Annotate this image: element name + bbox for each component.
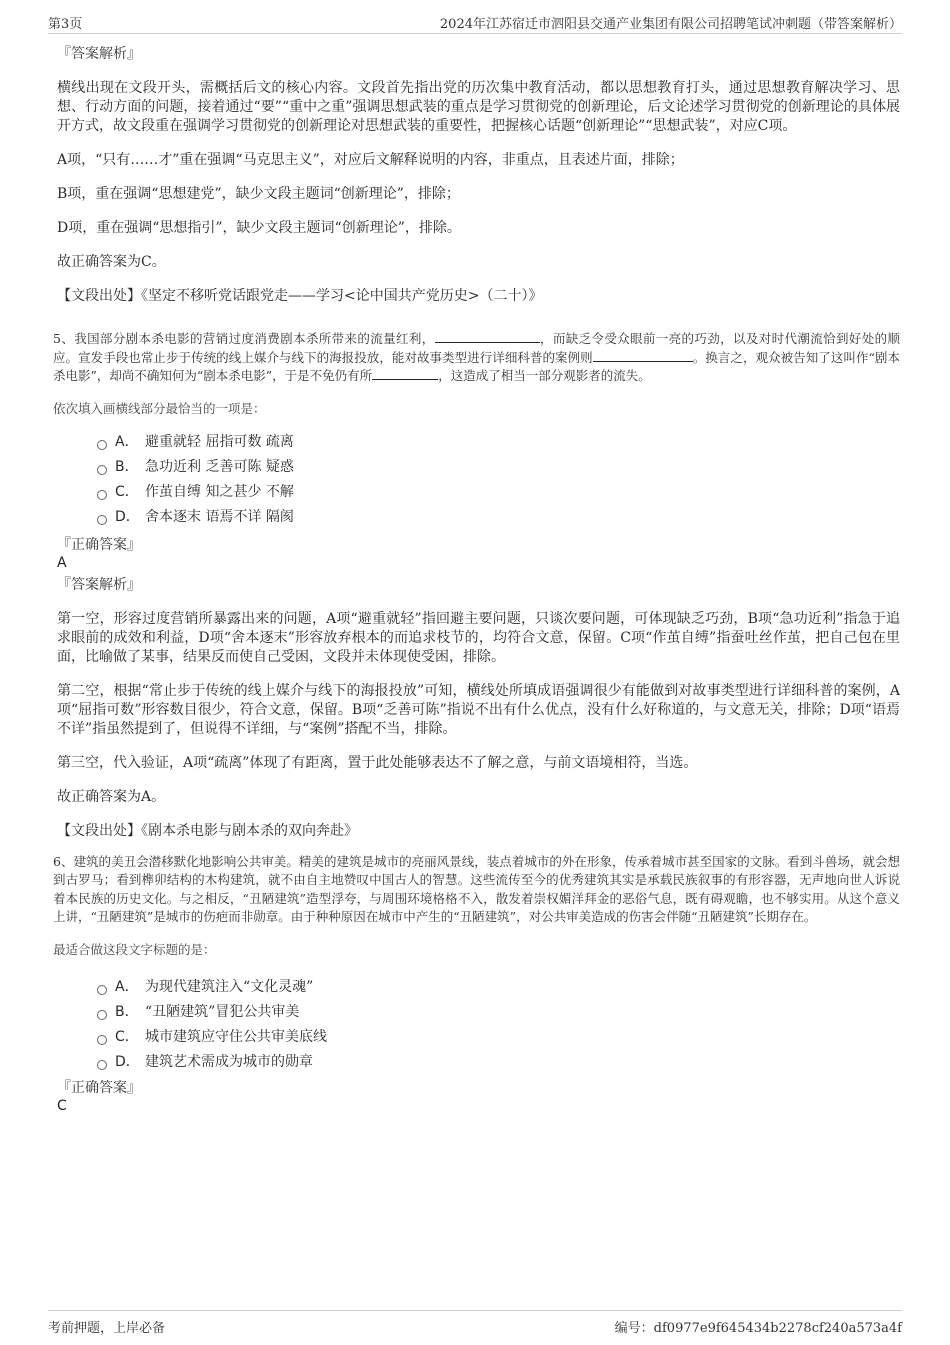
page-number: 第3页 <box>48 17 83 32</box>
correct-answer-label: 『正确答案』 <box>57 1079 141 1096</box>
page-footer <box>48 1310 902 1337</box>
analysis-label: 『答案解析』 <box>57 46 141 62</box>
page-header <box>48 13 902 34</box>
document-code: 编号：df0977e9f645434b2278cf240a573a4f <box>614 1321 902 1336</box>
q5-analysis-blank-3: 第三空，代入验证，A项“疏离”体现了有距离，置于此处能够表达不了解之意，与前文语境相符，当选。 <box>57 754 698 771</box>
q5-option-c[interactable]: C． 作茧自缚 知之甚少 不解 <box>97 482 900 507</box>
q5-stem: 5、我国部分剧本杀电影的营销过度消费剧本杀所带来的流量红利， ，而缺乏令受众眼前一亮的巧劲，以及对时代潮流恰到好处的顺应。宣发手段也常止步于传统的线上媒介与线下的海报投放，能对故事类型进行详细科普的案例则 。换言之，观众被告知了这叫作“剧本杀电影”，却尚不确知何为“剧本杀电影”，于是不免仍有所 ，这造成了相当一部分观影者的流失。 <box>53 331 900 383</box>
q4-analysis-option-b: B项，重在强调“思想建党”，缺少文段主题词“创新理论”，排除； <box>57 186 460 202</box>
q5-conclusion: 故正确答案为A。 <box>57 788 166 805</box>
radio-icon[interactable] <box>97 1010 107 1020</box>
q5-prompt: 依次填入画横线部分最恰当的一项是： <box>53 400 266 416</box>
q6-stem: 6、建筑的美丑会潜移默化地影响公共审美。精美的建筑是城市的亮丽风景线，装点着城市的外在形象，传承着城市甚至国家的文脉。看到斗兽场，就会想到古罗马；看到榫卯结构的木构建筑，就不由自主地赞叹中国古人的智慧。这些流传至今的优秀建筑其实是承载民族叙事的有形容器，无声地向世人诉说着本民族的历史文化。与之相反，“丑陋建筑”造型浮夸，与周围环境格格不入，散发着崇权媚洋拜金的恶俗气息，既有碍观瞻，也不够实用。从这个意义上讲，“丑陋建筑”是城市的伤疤而非勋章。由于种种原因在城市中产生的“丑陋建筑”，对公共审美造成的伤害会伴随“丑陋建筑”长期存在。 <box>53 853 900 924</box>
q5-analysis-blank-2: 第二空，根据“常止步于传统的线上媒介与线下的海报投放”可知，横线处所填成语强调很少有能做到对故事类型进行详细科普的案例，A项“屈指可数”形容数目很少，符合文意，保留。B项“乏善可陈”指说不出有什么优点，没有什么好称道的，与文意无关，排除；D项“语焉不详”指虽然提到了，但说得不详细，与“案例”搭配不当，排除。 <box>57 682 900 737</box>
radio-icon[interactable] <box>97 985 107 995</box>
radio-icon[interactable] <box>97 440 107 450</box>
document-title: 2024年江苏宿迁市泗阳县交通产业集团有限公司招聘笔试冲刺题（带答案解析） <box>439 17 902 32</box>
q5-blank-2 <box>593 349 693 362</box>
q5-blank-3 <box>372 367 438 380</box>
correct-answer-label: 『正确答案』 <box>57 536 141 553</box>
q4-source: 【文段出处】《坚定不移听党话跟党走——学习<论中国共产党历史>（二十）》 <box>57 288 543 304</box>
q5-option-d[interactable]: D． 舍本逐末 语焉不详 隔阂 <box>97 507 900 532</box>
q6-prompt: 最适合做这段文字标题的是： <box>53 941 216 957</box>
q4-conclusion: 故正确答案为C。 <box>57 254 166 270</box>
q5-source: 【文段出处】《剧本杀电影与剧本杀的双向奔赴》 <box>57 822 358 839</box>
radio-icon[interactable] <box>97 1035 107 1045</box>
footer-slogan: 考前押题，上岸必备 <box>48 1321 166 1336</box>
analysis-label: 『答案解析』 <box>57 576 141 593</box>
q6-options <box>97 977 900 1077</box>
page-content <box>53 45 900 1115</box>
q5-options <box>97 432 900 532</box>
radio-icon[interactable] <box>97 490 107 500</box>
q4-analysis-paragraph: 横线出现在文段开头，需概括后文的核心内容。文段首先指出党的历次集中教育活动，都以思想教育打头，通过思想教育解决学习、思想、行动方面的问题，接着通过“要”“重中之重”强调思想武装的重点是学习贯彻党的创新理论，后文论述学习贯彻党的创新理论的具体展开方式，故文段重在强调学习贯彻党的创新理论对思想武装的重要性，把握核心话题“创新理论”“思想武装”，对应C项。 <box>57 80 900 134</box>
q5-option-b[interactable]: B． 急功近利 乏善可陈 疑惑 <box>97 457 900 482</box>
q4-analysis-option-d: D项，重在强调“思想指引”，缺少文段主题词“创新理论”，排除。 <box>57 220 461 236</box>
q5-answer: A <box>57 554 67 571</box>
q6-option-a[interactable]: A． 为现代建筑注入“文化灵魂” <box>97 977 900 1002</box>
q5-analysis-blank-1: 第一空，形容过度营销所暴露出来的问题，A项“避重就轻”指回避主要问题，只谈次要问题，可体现缺乏巧劲，B项“急功近利”指急于追求眼前的成效和利益，D项“舍本逐末”形容放弃根本的而追求枝节的，均符合文意，保留。C项“作茧自缚”指蚕吐丝作茧，把自己包在里面，比喻做了某事，结果反而使自己受困，文段并未体现使受困，排除。 <box>57 610 900 665</box>
q6-option-c[interactable]: C． 城市建筑应守住公共审美底线 <box>97 1027 900 1052</box>
q5-option-a[interactable]: A． 避重就轻 屈指可数 疏离 <box>97 432 900 457</box>
q4-analysis-option-a: A项，“只有……才”重在强调“马克思主义”，对应后文解释说明的内容，非重点，且表述片面，排除； <box>57 152 684 168</box>
radio-icon[interactable] <box>97 515 107 525</box>
q6-option-d[interactable]: D． 建筑艺术需成为城市的勋章 <box>97 1052 900 1077</box>
q6-option-b[interactable]: B． “丑陋建筑”冒犯公共审美 <box>97 1002 900 1027</box>
q6-answer: C <box>57 1097 67 1114</box>
q5-blank-1 <box>435 330 540 343</box>
radio-icon[interactable] <box>97 465 107 475</box>
radio-icon[interactable] <box>97 1060 107 1070</box>
